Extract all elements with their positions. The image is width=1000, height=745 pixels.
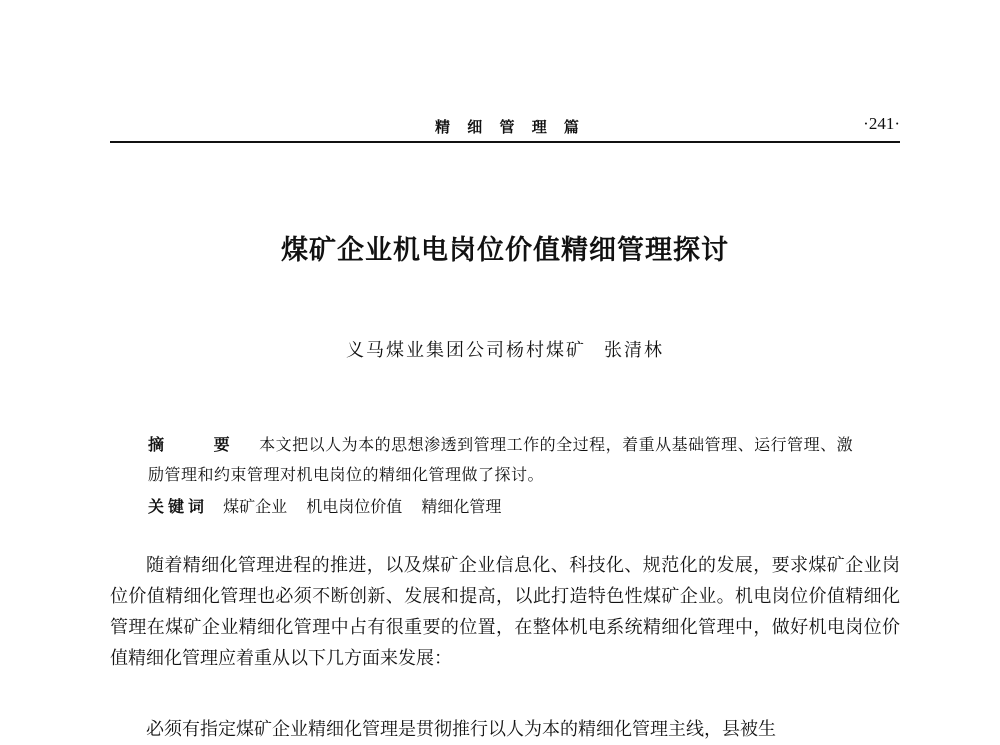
header-rule (110, 141, 900, 143)
abstract (148, 430, 868, 490)
author-name: 张清林 (604, 340, 664, 361)
section-name: 精 细 管 理 篇 (435, 118, 585, 136)
running-header (110, 114, 900, 144)
keyword: 精细化管理 (421, 497, 502, 516)
author-line (110, 336, 900, 362)
keyword: 煤矿企业 (223, 497, 288, 516)
abstract-label: 摘 要 (148, 435, 252, 454)
paragraph: 必须有指定煤矿企业精细化管理是贯彻推行以人为本的精细化管理主线，县被生 (146, 719, 776, 740)
page-number: ·241· (863, 114, 900, 133)
paragraph: 随着精细化管理进程的推进，以及煤矿企业信息化、科技化、规范化的发展，要求煤矿企业岗位价值精细化管理也必须不断创新、发展和提高，以此打造特色性煤矿企业。机电岗位价值精细化管理在煤矿企业精细化管理中占有很重要的位置，在整体机电系统精细化管理中，做好机电岗位价值精细化管理应着重从以下几方面来发展： (110, 555, 900, 669)
keywords (148, 492, 868, 522)
abstract-text: 本文把以人为本的思想渗透到管理工作的全过程，着重从基础管理、运行管理、激励管理和约束管理对机电岗位的精细化管理做了探讨。 (148, 435, 854, 484)
keywords-label: 关键词 (148, 497, 209, 516)
body-text (110, 550, 900, 745)
keyword: 机电岗位价值 (306, 497, 403, 516)
article-title: 煤矿企业机电岗位价值精细管理探讨 (281, 235, 729, 266)
affiliation: 义马煤业集团公司杨村煤矿 (346, 340, 586, 361)
